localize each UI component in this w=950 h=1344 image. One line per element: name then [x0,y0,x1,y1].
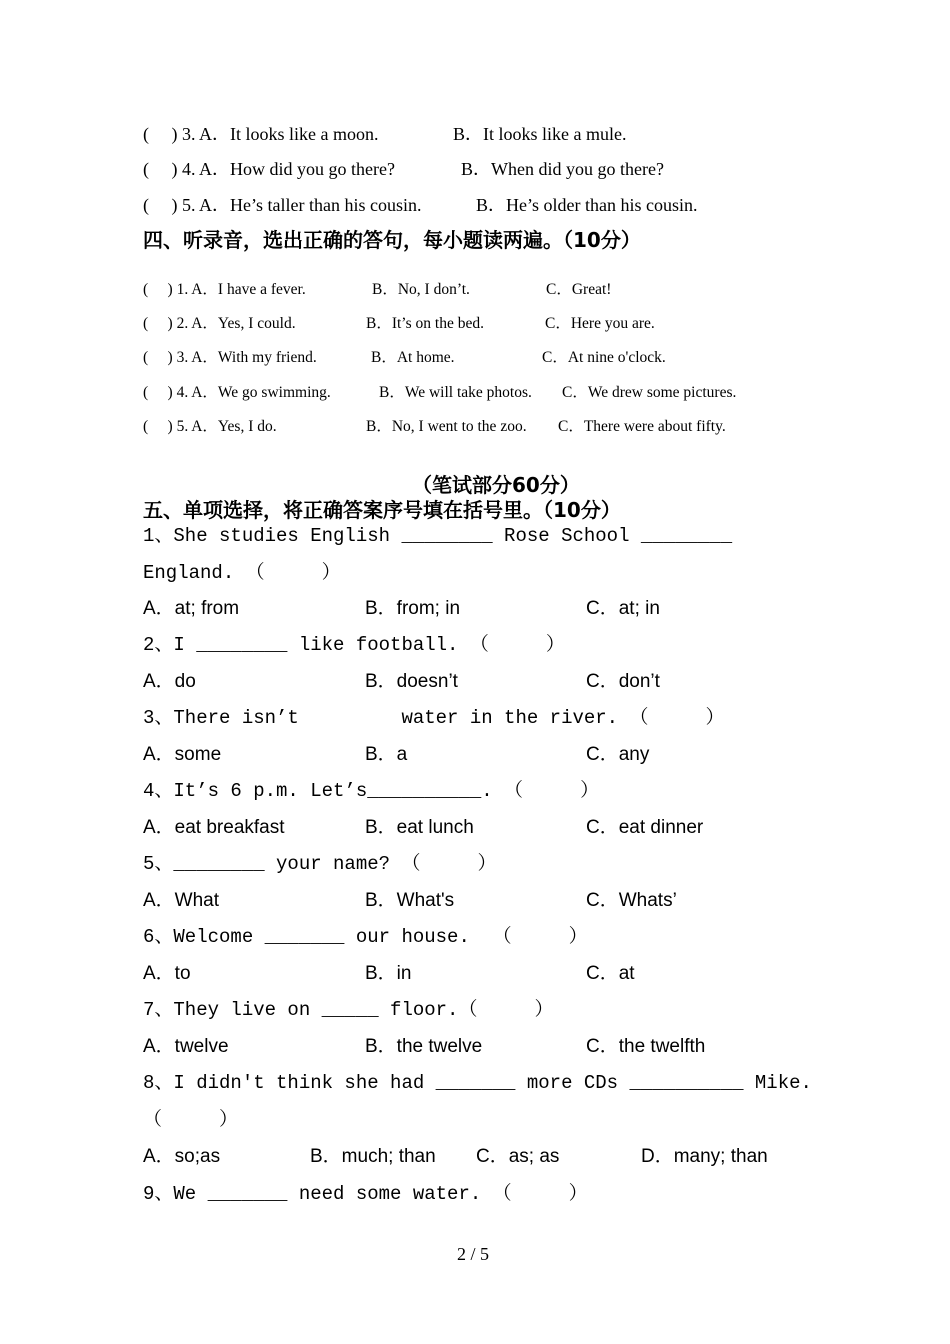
q5-6-option-b: B．in [365,963,412,984]
q5-8-option-d: D．many; than [641,1146,768,1167]
q5-5-option-a: A．What [143,890,220,911]
q5-4-option-c: C．eat dinner [586,817,704,838]
q5-8-option-a: A．so;as [143,1146,221,1167]
page-number: 2 / 5 [457,1244,490,1264]
q5-7-option-a: A．twelve [143,1036,229,1057]
q5-4-option-b: B．eat lunch [365,817,474,838]
q5-6-option-a: A．to [143,963,191,984]
q4-5-option-a: ( ) 5. A．Yes, I do. [143,418,277,435]
q4-1-option-b: B．No, I don’t. [372,281,470,298]
q5-6-stem: 6、Welcome _______ our house. （ ） [143,926,588,948]
q5-7-option-c: C．the twelfth [586,1036,706,1057]
q5-7-stem: 7、They live on _____ floor.（ ） [143,999,554,1021]
q5-9-stem: 9、We _______ need some water. （ ） [143,1183,588,1205]
q3-5-option-b: B．He’s older than his cousin. [476,195,698,215]
q5-1-option-c: C．at; in [586,598,660,619]
q5-3-stem: 3、There isn’t water in the river. （ ） [143,707,725,729]
section5-heading: 五、单项选择，将正确答案序号填在括号里。（10分） [143,498,621,522]
q4-2-option-b: B．It’s on the bed. [366,315,484,332]
written-part-title: （笔试部分60分） [412,473,580,497]
q5-8-option-c: C．as; as [476,1146,560,1167]
q4-3-option-a: ( ) 3. A．With my friend. [143,349,317,366]
q3-3-option-b: B．It looks like a mule. [453,124,627,144]
q3-4-option-b: B．When did you go there? [461,159,664,179]
q5-5-stem: 5、________ your name? （ ） [143,853,497,875]
q5-2-option-c: C．don’t [586,671,660,692]
q4-2-option-a: ( ) 2. A．Yes, I could. [143,315,296,332]
q4-3-option-c: C．At nine o'clock. [542,349,666,366]
q5-5-option-b: B．What's [365,890,455,911]
q5-2-option-a: A．do [143,671,196,692]
q5-3-option-c: C．any [586,744,650,765]
q5-2-option-b: B．doesn’t [365,671,458,692]
q5-8-stem-line1: 8、I didn't think she had _______ more CDs __________ Mike. [143,1072,812,1094]
q5-1-stem-line2: England. （ ） [143,562,341,584]
q4-4-option-b: B．We will take photos. [379,384,532,401]
q5-5-option-c: C．Whats’ [586,890,677,911]
q4-3-option-b: B．At home. [371,349,455,366]
q4-4-option-c: C．We drew some pictures. [562,384,737,401]
q5-4-stem: 4、It’s 6 p.m. Let’s__________. （ ） [143,780,600,802]
q5-1-stem-line1: 1、She studies English ________ Rose School ________ [143,525,733,547]
q5-8-stem-line2: （ ） [143,1109,239,1131]
section4-heading: 四、听录音，选出正确的答句，每小题读两遍。（10分） [143,228,641,252]
q3-5-option-a: ( ) 5. A．He’s taller than his cousin. [143,195,422,215]
q3-3-option-a: ( ) 3. A．It looks like a moon. [143,124,379,144]
q4-1-option-c: C．Great! [546,281,612,298]
q5-3-option-a: A．some [143,744,222,765]
q4-5-option-c: C．There were about fifty. [558,418,726,435]
q4-1-option-a: ( ) 1. A．I have a fever. [143,281,306,298]
q5-1-option-a: A．at; from [143,598,240,619]
q3-4-option-a: ( ) 4. A．How did you go there? [143,159,395,179]
q5-3-option-b: B．a [365,744,408,765]
q5-6-option-c: C．at [586,963,635,984]
q4-5-option-b: B．No, I went to the zoo. [366,418,527,435]
q5-4-option-a: A．eat breakfast [143,817,285,838]
q5-1-option-b: B．from; in [365,598,461,619]
q4-4-option-a: ( ) 4. A．We go swimming. [143,384,331,401]
q5-8-option-b: B．much; than [310,1146,436,1167]
q5-2-stem: 2、I ________ like football. （ ） [143,634,565,656]
q5-7-option-b: B．the twelve [365,1036,483,1057]
q4-2-option-c: C．Here you are. [545,315,655,332]
